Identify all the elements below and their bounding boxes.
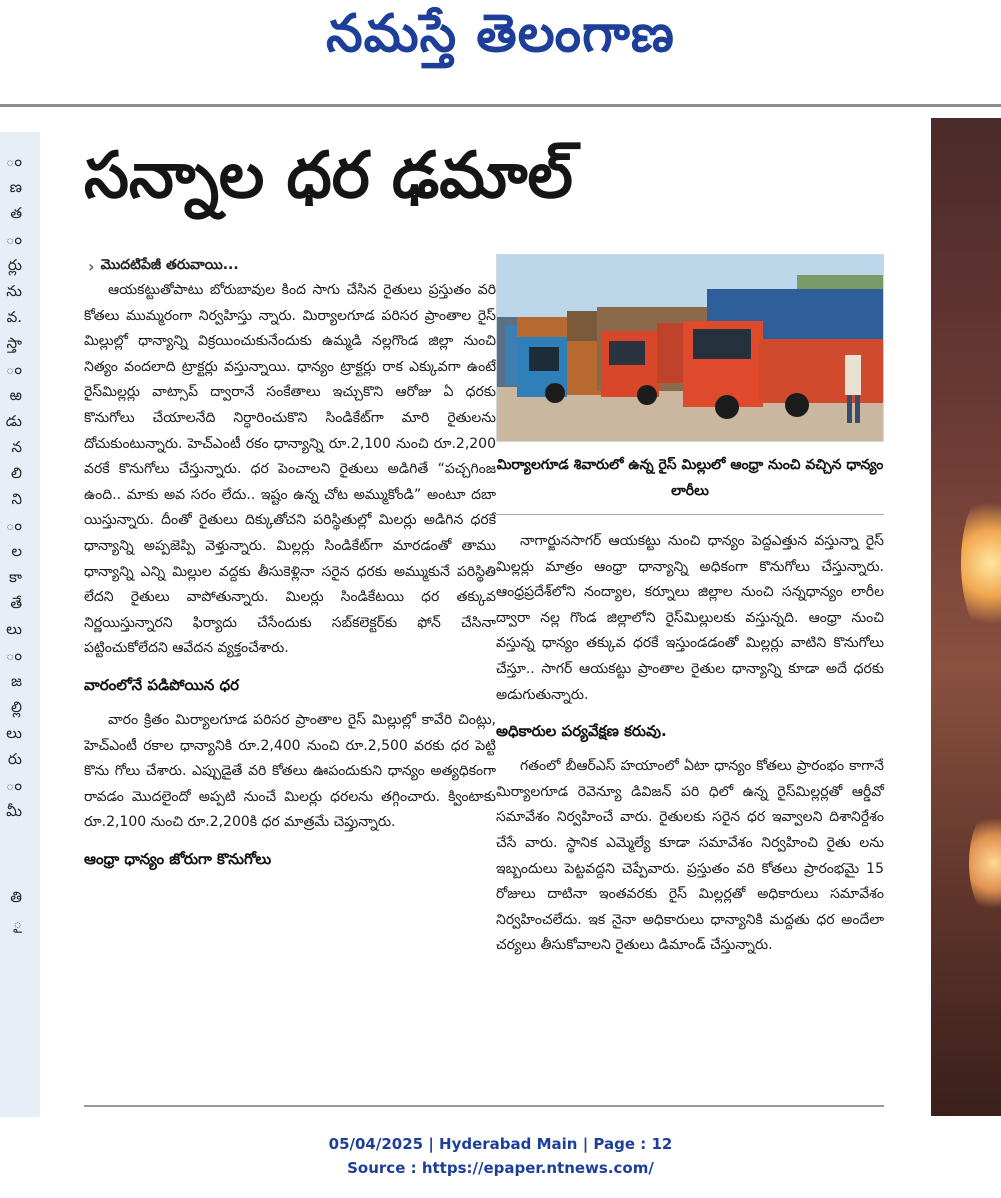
- light-glow: [961, 488, 1001, 638]
- adjacent-text-fragment: లు: [6, 724, 22, 742]
- article-paragraph: వారం క్రితం మిర్యాలగూడ పరిసర ప్రాంతాల రైస్ మిల్లుల్లో కావేరి చింట్లు, హెచ్‌ఎంటీ రకాల ధాన్యానికి రూ.2,400 నుంచి రూ.2,500 వరకు ధర పెట్టి కొను గోలు చేశారు. ఎప్పుడైతే వరి కోతలు ఊపందుకుని ధాన్యం అత్యధికంగా రావడం మొదలైందో అప్పటి నుంచే మిలర్లు ధరలను తగ్గించారు. క్వింటాకు రూ.2,100 నుంచి రూ.2,200కి ధర మాత్రమే చెప్తున్నారు.: [84, 711, 496, 831]
- adjacent-text-fragment: డు: [5, 412, 22, 430]
- adjacent-text-fragment: ల: [11, 542, 22, 560]
- adjacent-text-fragment: మీ: [6, 802, 22, 820]
- article-paragraph: గతంలో బీఆర్‌ఎస్ హయాంలో ఏటా ధాన్యం కోతలు ప్రారంభం కాగానే మిర్యాలగూడ రెవెన్యూ డివిజన్ పరి ధిలో ఉన్న రైస్‌మిల్లర్లతో ఆర్డీవో సమావేశం నిర్వహించే వారు. రైతులకు సరైన ధర ఇవ్వాలని దిశానిర్దేశం చేసే వారు. స్థానిక ఎమ్మెల్యే కూడా సమావేశం నిర్వహించి రైతు లను ఇబ్బందులు పెట్టవద్దని చెప్పేవారు. ప్రస్తుతం వరి కోతలు ప్రారంభమై 15 రోజులు దాటినా ఇంతవరకు రైస్ మిల్లర్లతో అధికారులు సమావేశం నిర్వహించలేదు. ఇక నైనా అధికారులు ధాన్యానికి మద్దతు ధర అందేలా చర్యలు తీసుకోవాలని రైతులు డిమాండ్ చేస్తున్నారు.: [496, 758, 884, 954]
- article-column-1: [84, 254, 496, 882]
- adjacent-text-fragment: ఱ: [9, 386, 22, 404]
- adjacent-text-fragment: కా: [8, 568, 22, 586]
- light-glow: [969, 808, 1001, 918]
- article-column-2: [496, 254, 884, 959]
- news-photo-trucks: [496, 254, 884, 442]
- adjacent-photo: [931, 118, 1001, 1116]
- adjacent-text-fragment: జ: [11, 672, 22, 690]
- adjacent-text-fragment: ం: [5, 776, 22, 794]
- adjacent-text-fragment: తి: [10, 888, 22, 906]
- adjacent-text-fragment: స్తా: [6, 334, 22, 352]
- adjacent-text-fragment: ం: [5, 646, 22, 664]
- adjacent-text-fragment: ం: [5, 152, 22, 170]
- article-headline: సన్నాల ధర ఢమాల్: [84, 139, 573, 213]
- page-footer: [0, 1132, 1001, 1180]
- truck-photo-illustration: [497, 255, 883, 441]
- adjacent-text-fragment: ం: [5, 516, 22, 534]
- adjacent-text-fragment: వ.: [6, 308, 22, 326]
- adjacent-article-strip: [0, 132, 40, 1117]
- photo-caption: మిర్యాలగూడ శివారులో ఉన్న రైస్ మిల్లులో ఆంధ్రా నుంచి వచ్చిన ధాన్యం లారీలు: [496, 457, 884, 499]
- edition-info: 05/04/2025 | Hyderabad Main | Page : 12: [328, 1135, 673, 1153]
- adjacent-text-fragment: ని: [11, 490, 22, 508]
- adjacent-text-fragment: త: [10, 204, 22, 222]
- source-link[interactable]: Source : https://epaper.ntnews.com/: [347, 1159, 654, 1177]
- adjacent-text-fragment: న: [11, 438, 22, 456]
- adjacent-text-fragment: ం: [5, 360, 22, 378]
- adjacent-text-fragment: ను: [6, 282, 22, 300]
- chevron-right-icon: ›: [88, 256, 95, 276]
- adjacent-text-fragment: ర్లు: [7, 256, 22, 274]
- adjacent-text-fragment: లు: [6, 620, 22, 638]
- section-subheading: వారంలోనే పడిపోయిన ధర: [84, 675, 239, 694]
- article-bottom-divider: [84, 1105, 884, 1107]
- article-paragraph: ఆయకట్టుతోపాటు బోరుబావుల కింద సాగు చేసిన రైతులు ప్రస్తుతం వరి కోతలు ముమ్మరంగా నిర్వహిస్తు న్నారు. మిర్యాలగూడ పరిసర ప్రాంతాల రైస్ మిల్లుల్లో ధాన్యాన్ని విక్రయించుకునేందుకు ఉమ్మడి నల్లగొండ జిల్లా నుంచి నిత్యం వందలాది ట్రాక్టర్లు వస్తున్నాయి. ధాన్యం ట్రాక్టర్లు రాక ఎక్కువగా ఉంటే రైస్‌మిల్లర్లు వాట్సాప్ ద్వారానే సంకేతాలు ఇచ్చుకొని ఆరోజు ఏ ధరకు కొనుగోలు చేయాలనేది నిర్ధారించుకొని సిండికేట్‌గా మారి రైతులను దోచుకుంటున్నారు. హెచ్‌ఎంటీ రకం ధాన్యాన్ని రూ.2,100 నుంచి రూ.2,200 వరకే కొనుగోలు చేస్తున్నారు. ధర పెంచాలని రైతులు అడిగితే “పచ్చగింజ ఉంది.. మాకు అవ సరం లేదు.. ఇష్టం ఉన్న చోట అమ్ముకోండి” అంటూ దబా యిస్తున్నారు. దీంతో రైతులు దిక్కుతోచని పరిస్థితుల్లో మిలర్లు అడిగిన ధరకే ధాన్యాన్ని అప్పజెప్పి వెళ్తున్నారు. మిల్లర్లు సిండికేట్‌గా మారడంతో తాము ధాన్యాన్ని ఎన్ని మిల్లుల వద్దకు తీసుకెళ్లినా సరైన ధరకు అమ్ముకునే పరిస్థితి లేదని రైతులు వాపోతున్నారు. మిలర్లు సిండికేటయి ధర తక్కువ నిర్ణయిస్తున్నారని ఫిర్యాదు చేసేందుకు సబ్‌కలెక్టర్‌కు ఫోన్ చేసినా పట్టించుకోలేదని ఆవేదన వ్యక్తంచేశారు.: [84, 282, 496, 657]
- adjacent-text-fragment: తే: [10, 594, 22, 612]
- adjacent-text-fragment: ౖ: [13, 914, 22, 932]
- caption-divider: [496, 514, 884, 515]
- masthead-divider: [0, 104, 1001, 107]
- continued-marker: [88, 254, 496, 278]
- section-subheading: అధికారుల పర్యవేక్షణ కరువు.: [496, 722, 667, 741]
- adjacent-text-fragment: లి: [11, 464, 22, 482]
- adjacent-text-fragment: ం: [5, 230, 22, 248]
- adjacent-text-fragment: రు: [7, 750, 22, 768]
- article-paragraph: నాగార్జునసాగర్ ఆయకట్టు నుంచి ధాన్యం పెద్దఎత్తున వస్తున్నా రైస్ మిల్లర్లు మాత్రం ఆంధ్రా ధాన్యాన్ని అధికంగా కొనుగోలు చేస్తున్నారు. ఆంధ్రప్రదేశ్‌లోని నంద్యాల, కర్నూలు జిల్లాల నుంచి సన్నధాన్యం లారీల ద్వారా నల్ల గొండ జిల్లాలోని రైస్‌మిల్లులకు వస్తున్నది. ఆంధ్రా నుంచి వస్తున్న ధాన్యం తక్కువ ధరకే ఇస్తుండడంతో మిల్లర్లు వాటిని కొనుగోలు చేస్తూ.. సాగర్ ఆయకట్టు ప్రాంతాల రైతుల ధాన్యాన్ని కూడా అదే ధరకు అడుగుతున్నారు.: [496, 533, 884, 703]
- newspaper-logo: నమస్తే తెలంగాణ: [326, 4, 675, 64]
- adjacent-text-fragment: ల్లి: [11, 698, 22, 716]
- section-subheading: ఆంధ్రా ధాన్యం జోరుగా కొనుగోలు: [84, 849, 272, 868]
- continued-label: మొదటిపేజీ తరువాయి...: [100, 256, 239, 273]
- masthead: [0, 0, 1001, 104]
- adjacent-text-fragment: ణ: [9, 178, 22, 196]
